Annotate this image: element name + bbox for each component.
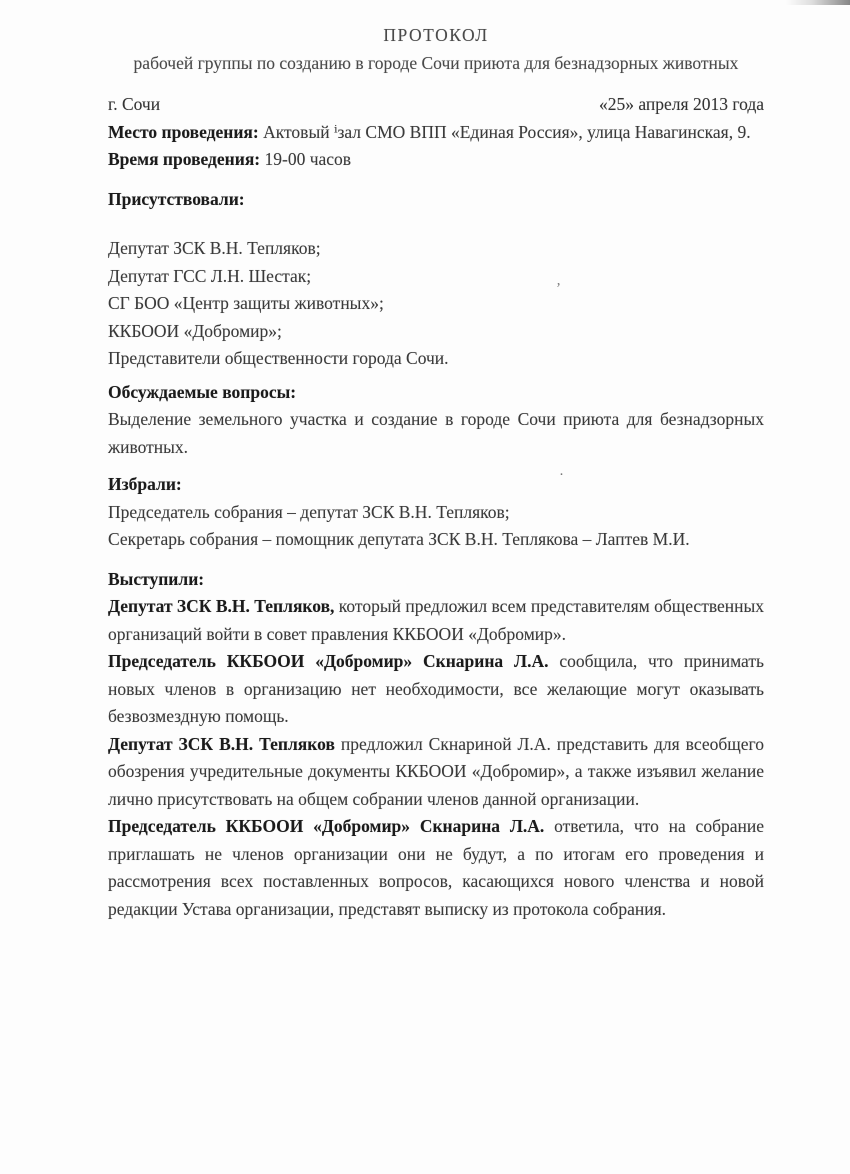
elected-list bbox=[108, 499, 764, 554]
place-date-row bbox=[108, 91, 764, 119]
speech-text: ответила, что на собрание приглашать не членов организации они не будут, а по итогам его проведения и рассмотрения всех поставленных вопросов, касающихся нового членства и новой редакции Устава организации, представят выписку из протокола собрания. bbox=[108, 816, 764, 919]
agenda-heading: Обсуждаемые вопросы: bbox=[108, 381, 297, 402]
attendee-line: Депутат ГСС Л.Н. Шестак; bbox=[108, 265, 312, 286]
speech-text: предложил Скнариной Л.А. представить для всеобщего обозрения учредительные документы ККБООИ «Добромир», а также изъявил желание лично присутствовать на общем собрании членов данной организации. bbox=[108, 733, 764, 809]
location-label: Место проведения: bbox=[108, 121, 259, 142]
speech-paragraph bbox=[108, 731, 764, 814]
speech-speaker: Председатель ККБООИ «Добромир» Скнарина Л.А. bbox=[108, 816, 545, 836]
document-title: ПРОТОКОЛ bbox=[383, 25, 489, 45]
speech-paragraph bbox=[108, 593, 764, 648]
location-value: Актовый ⁱзал СМО ВПП «Единая Россия», улица Навагинская, 9. bbox=[258, 121, 751, 142]
elected-line: Председатель собрания – депутат ЗСК В.Н. Тепляков; bbox=[108, 501, 510, 522]
speech-paragraph bbox=[108, 648, 764, 731]
speech-speaker: Депутат ЗСК В.Н. Тепляков bbox=[108, 733, 335, 754]
scan-speck: · bbox=[559, 467, 564, 483]
document-subtitle: рабочей группы по созданию в городе Сочи приюта для безнадзорных животных bbox=[133, 52, 739, 73]
document-date: «25» апреля 2013 года bbox=[599, 94, 764, 114]
attendee-line: Депутат ЗСК В.Н. Тепляков; bbox=[108, 238, 321, 258]
speech-paragraph bbox=[108, 813, 764, 923]
scan-corner-smudge bbox=[786, 0, 850, 5]
document-title-block bbox=[108, 22, 764, 77]
elected-line: Секретарь собрания – помощник депутата ЗСК В.Н. Теплякова – Лаптев М.И. bbox=[108, 529, 690, 549]
document-city: г. Сочи bbox=[108, 94, 161, 114]
time-paragraph bbox=[108, 146, 764, 174]
speech-speaker: Депутат ЗСК В.Н. Тепляков, bbox=[108, 596, 335, 616]
time-label: Время проведения: bbox=[108, 149, 261, 169]
scan-speck: ʼ bbox=[556, 281, 561, 297]
attendee-list bbox=[108, 235, 764, 373]
speech-speaker: Председатель ККБООИ «Добромир» Скнарина Л.А. bbox=[108, 651, 549, 671]
location-paragraph bbox=[108, 119, 764, 147]
agenda-paragraph: Выделение земельного участка и создание в городе Сочи приюта для безнадзорных животных. bbox=[108, 409, 764, 457]
speeches-heading: Выступили: bbox=[108, 568, 205, 589]
time-value: 19-00 часов bbox=[260, 149, 352, 169]
attendees-heading: Присутствовали: bbox=[108, 188, 245, 209]
attendee-line: СГ БОО «Центр защиты животных»; bbox=[108, 293, 384, 313]
elected-heading: Избрали: bbox=[108, 474, 182, 494]
attendee-line: Представители общественности города Сочи. bbox=[108, 348, 449, 368]
attendee-line: ККБООИ «Добромир»; bbox=[108, 320, 282, 341]
speech-text: сообщила, что принимать новых членов в организацию нет необходимости, все желающие могут оказывать безвозмездную помощь. bbox=[108, 651, 764, 726]
speech-text: который предложил всем представителям общественных организаций войти в совет правления ККБООИ «Добромир». bbox=[108, 596, 765, 644]
